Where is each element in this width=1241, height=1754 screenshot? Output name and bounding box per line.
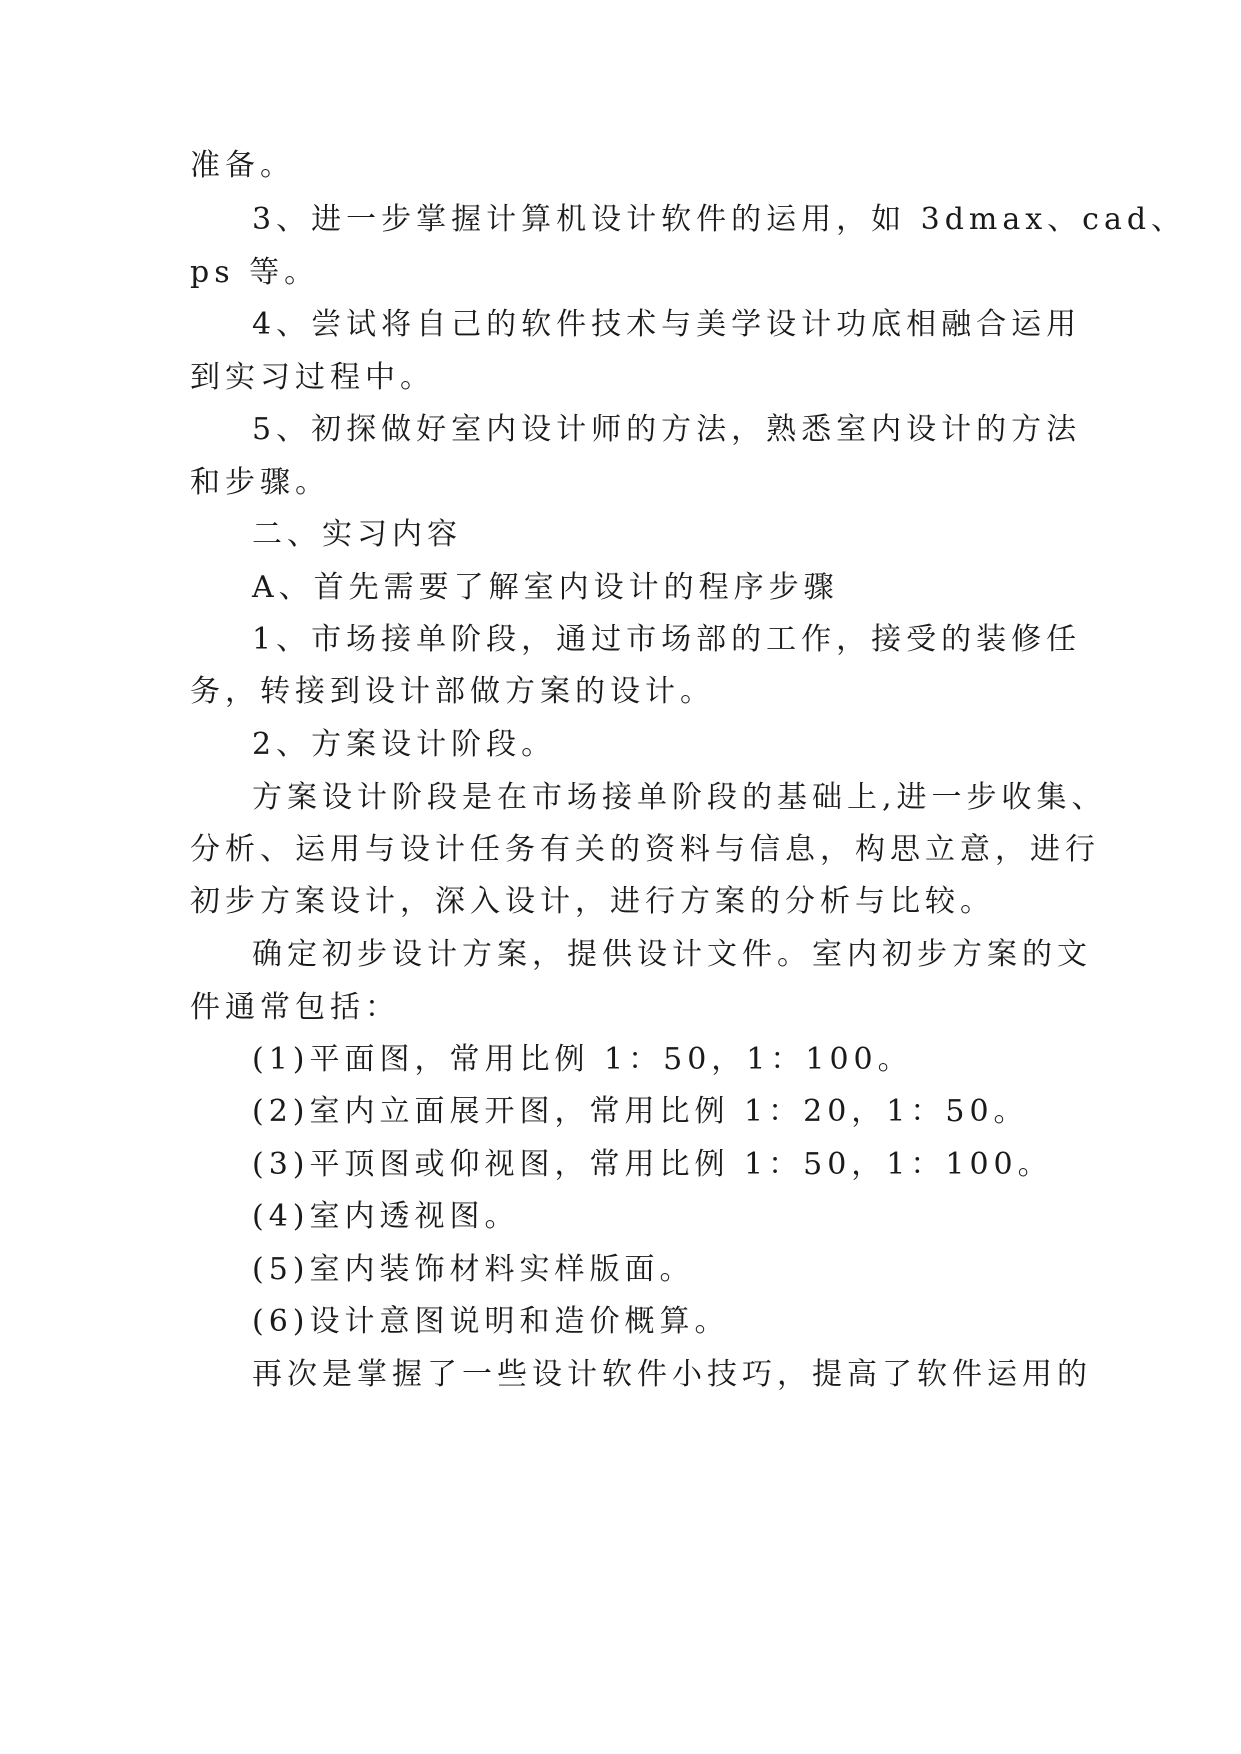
text-line: 件通常包括： (190, 990, 400, 1025)
text-line: 准备。 (190, 148, 295, 183)
text-line: 方案设计阶段是在市场接单阶段的基础上,进一步收集、 (252, 780, 1107, 815)
text-line: 再次是掌握了一些设计软件小技巧，提高了软件运用的 (252, 1357, 1092, 1392)
list-item: (4)室内透视图。 (252, 1199, 520, 1234)
text-line: 5、初探做好室内设计师的方法，熟悉室内设计的方法 (252, 412, 1082, 447)
list-item: (6)设计意图说明和造价概算。 (252, 1304, 730, 1339)
text-line: ps 等。 (190, 255, 320, 290)
text-line: 务，转接到设计部做方案的设计。 (190, 674, 715, 709)
section-heading: 二、实习内容 (252, 517, 462, 552)
text-line: 确定初步设计方案，提供设计文件。室内初步方案的文 (252, 937, 1092, 972)
list-item: (3)平顶图或仰视图，常用比例 1：50，1：100。 (252, 1147, 1053, 1182)
list-item: (1)平面图，常用比例 1：50，1：100。 (252, 1042, 913, 1077)
text-line: 1、市场接单阶段，通过市场部的工作，接受的装修任 (252, 622, 1082, 657)
text-line: 3、进一步掌握计算机设计软件的运用，如 3dmax、cad、 (252, 202, 1187, 237)
list-item: (5)室内装饰材料实样版面。 (252, 1252, 695, 1287)
text-line: 初步方案设计，深入设计，进行方案的分析与比较。 (190, 884, 995, 919)
text-line: 到实习过程中。 (190, 360, 435, 395)
text-line: A、首先需要了解室内设计的程序步骤 (252, 570, 839, 605)
text-line: 分析、运用与设计任务有关的资料与信息，构思立意，进行 (190, 832, 1100, 867)
text-line: 和步骤。 (190, 465, 330, 500)
list-item: (2)室内立面展开图，常用比例 1：20，1：50。 (252, 1094, 1029, 1129)
text-line: 2、方案设计阶段。 (252, 727, 557, 762)
text-line: 4、尝试将自己的软件技术与美学设计功底相融合运用 (252, 307, 1082, 342)
